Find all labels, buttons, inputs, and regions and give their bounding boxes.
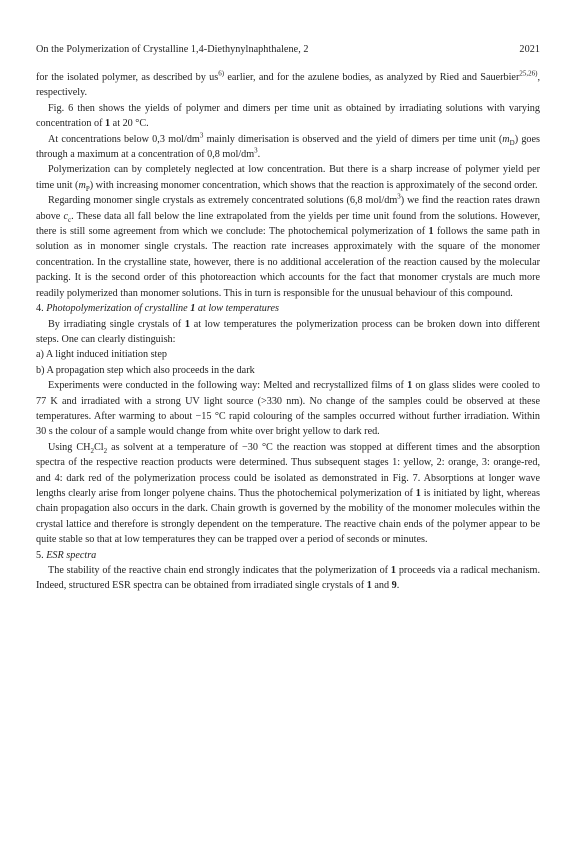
paragraph: for the isolated polymer, as described by $us^{6)}$ earlier, and for the azulene bodies, as analyzed by Ried and Sauerbier$^{25,26)}$, respectively. <box>36 69 540 99</box>
paragraph: Using $CH_2Cl_2$ as solvent at a temperature of −30 °C the reaction was stopped at different times and the absorption spectra of the respective reaction products were determined. Thus subsequent stages 1: yellow, 2: orange, 3: orange-red, and 4: dark red of the polymerization process could be isolated as demonstrated in Fig. 7. Absorptions at longer wave lengths clearly arise from longer polyene chains. Thus the photochemical polymerization of 1 is initiated by light, whereas chain propagation also occurs in the dark. Chain growth is governed by the mobility of the monomer molecules within the crystal lattice and therefore is strongly dependent on the temperature. The reactive chain ends of the polymer appear to be quite stable so that at low temperatures they can be trapped over a period of seconds or minutes. <box>36 441 541 546</box>
list-item: b) A propagation step which also proceeds in the dark <box>36 364 255 376</box>
page-number: 2021 <box>519 44 540 55</box>
paragraph: The stability of the reactive chain end strongly indicates that the polymerization of 1 proceeds via a radical mechanism. Indeed, structured ESR spectra can be obtained from irradiated single crystals of 1 and 9. <box>36 565 540 592</box>
list-item: a) A light induced initiation step <box>36 349 168 361</box>
paragraph: At concentrations below 0,3 mol/$dm^3$ mainly dimerisation is observed and the yield of dimers per time unit $(m_D)$ goes through a maximum at a concentration of 0,8 mol/$dm^3$. <box>36 131 541 161</box>
paragraph: By irradiating single crystals of 1 at low temperatures the polymerization process can be broken down into different steps. One can clearly distinguish: <box>36 318 541 345</box>
paragraph: Fig. 6 then shows the yields of polymer and dimers per time unit as obtained by irradiating solutions with varying concentration of 1 at 20 °C. <box>36 102 540 130</box>
paragraph: Experiments were conducted in the following way: Melted and recrystallized films of 1 on glass slides were cooled to 77 K and irradiated with a strong UV light source (>330 nm). No change of the samples could be observed at these temperatures. After warming to about −15 °C rapid colouring of the samples occurred without further irradiation. Within 30 s the colour of a sample would change from white over bright yellow to dark red. <box>36 380 540 438</box>
section-heading: 5. ESR spectra <box>36 549 97 561</box>
article-body <box>36 70 540 594</box>
paragraph: Polymerization can by completely neglected at low concentration. But there is a sharp increase of polymer yield per time unit $(m_P)$ with increasing monomer concentration, which shows that the reaction is approximately of the second order. <box>36 164 540 193</box>
running-title: On the Polymerization of Crystalline 1,4-Diethynylnaphthalene, 2 <box>36 44 309 55</box>
paragraph: Regarding monomer single crystals as extremely concentrated solutions (6,8 mol/$dm^3$) we find the reaction rates drawn above $c_c$. These data all fall below the line extrapolated from the yields per time unit found from the solutions. However, there is still some agreement from which we conclude: The photochemical polymerization of 1 follows the same path in solution as in monomer single crystals. The reaction rate increases approximately with the square of the monomer concentration. In the crystalline state, however, there is no additional acceleration of the reaction caused by the molecular packing. It is the second order of this photoreaction which accounts for the fact that monomer crystals are much more readily polymerized than monomer solutions. This in turn is responsible for the unusual behaviour of this compound. <box>36 192 541 299</box>
section-heading: 4. Photopolymerization of crystalline 1 at low temperatures <box>36 303 279 315</box>
running-head <box>36 44 540 55</box>
